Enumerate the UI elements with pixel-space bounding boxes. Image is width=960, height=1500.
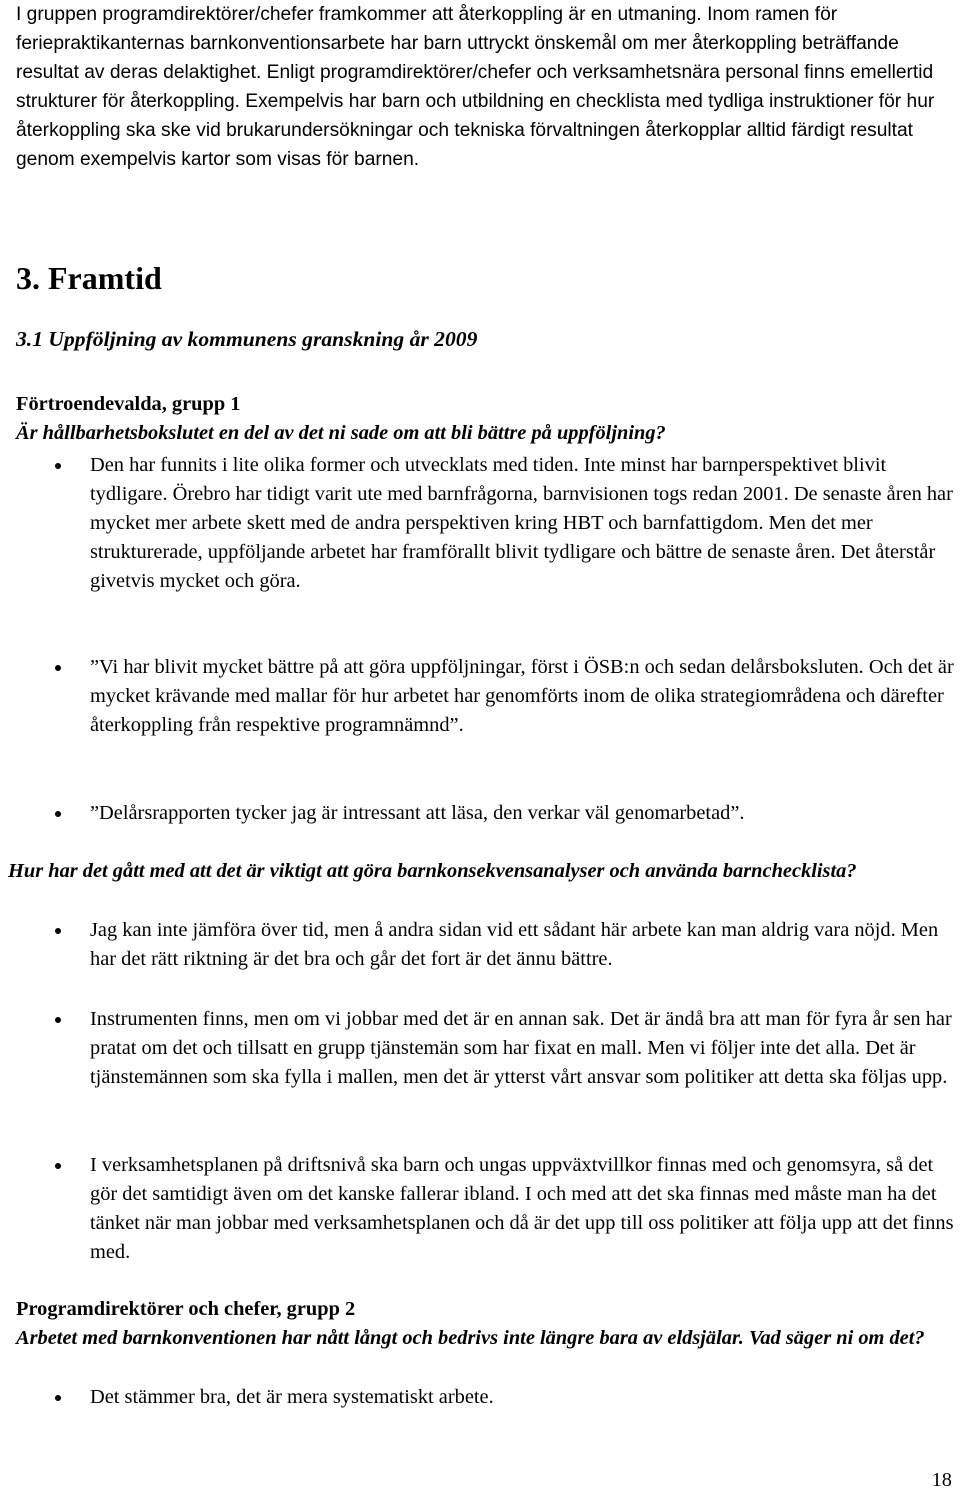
subsection-heading: 3.1 Uppföljning av kommunens granskning år 2009 <box>16 327 478 351</box>
group1-answer1-3: ”Delårsrapporten tycker jag är intressant att läsa, den verkar väl genomarbetad”. <box>90 802 745 824</box>
bullet-icon <box>55 665 61 671</box>
group2-question1: Arbetet med barnkonventionen har nått långt och bedrivs inte längre bara av eldsjälar. Vad säger ni om det? <box>16 1327 925 1349</box>
bullet-icon <box>55 1395 61 1401</box>
group2-answer1-1: Det stämmer bra, det är mera systematiskt arbete. <box>90 1386 494 1408</box>
group2-heading: Programdirektörer och chefer, grupp 2 <box>16 1298 356 1320</box>
bullet-icon <box>55 928 61 934</box>
intro-paragraph: I gruppen programdirektörer/chefer framkommer att återkoppling är en utmaning. Inom ramen för feriepraktikanternas barnkonventionsarbete har barn uttryckt önskemål om mer återkoppling beträffande resultat av deras delaktighet. Enligt programdirektörer/chefer och verksamhetsnära personal finns emellertid strukturer för återkoppling. Exempelvis har barn och utbildning en checklista med tydliga instruktioner för hur återkoppling ska ske vid brukarundersökningar och tekniska förvaltningen återkopplar alltid färdigt resultat genom exempelvis kartor som visas för barnen. <box>16 4 935 170</box>
bullet-icon <box>55 1017 61 1023</box>
group1-question2: Hur har det gått med att det är viktigt att göra barnkonsekvensanalyser och använda barnchecklista? <box>8 860 857 882</box>
group1-answer1-2: ”Vi har blivit mycket bättre på att göra uppföljningar, först i ÖSB:n och sedan delårsboksluten. Och det är mycket krävande med mallar för hur arbetet har genomförts inom de olika strategiområdena och därefter återkoppling från respektive programnämnd”. <box>90 656 954 736</box>
group1-answer2-2: Instrumenten finns, men om vi jobbar med det är en annan sak. Det är ändå bra att man för fyra år sen har pratat om det och tillsatt en grupp tjänstemän som har fixat en mall. Men vi följer inte det alla. Det är tjänstemännen som ska fylla i mallen, men det är ytterst vårt ansvar som politiker att detta ska följas upp. <box>90 1008 952 1088</box>
bullet-icon <box>55 1163 61 1169</box>
bullet-icon <box>55 811 61 817</box>
group1-heading: Förtroendevalda, grupp 1 <box>16 393 241 415</box>
group1-answer2-3: I verksamhetsplanen på driftsnivå ska barn och ungas uppväxtvillkor finnas med och genomsyra, så det gör det samtidigt även om det kanske fallerar ibland. I och med att det ska finnas med måste man ha det tänket när man jobbar med verksamhetsplanen och då är det upp till oss politiker att följa upp att det finns med. <box>90 1154 954 1263</box>
group1-question1: Är hållbarhetsbokslutet en del av det ni sade om att bli bättre på uppföljning? <box>16 422 666 444</box>
group1-answer2-1: Jag kan inte jämföra över tid, men å andra sidan vid ett sådant här arbete kan man aldrig vara nöjd. Men har det rätt riktning är det bra och går det fort är det ännu bättre. <box>90 919 939 970</box>
page-number: 18 <box>931 1469 952 1491</box>
section-heading: 3. Framtid <box>16 260 162 296</box>
group1-answer1-1: Den har funnits i lite olika former och utvecklats med tiden. Inte minst har barnperspektivet blivit tydligare. Örebro har tidigt varit ute med barnfrågorna, barnvisionen togs redan 2001. De senaste åren har mycket mer arbete skett med de andra perspektiven kring HBT och barnfattigdom. Men det mer strukturerade, uppföljande arbetet har framförallt blivit tydligare och bättre de senaste åren. Det återstår givetvis mycket och göra. <box>90 454 953 592</box>
bullet-icon <box>55 463 61 469</box>
